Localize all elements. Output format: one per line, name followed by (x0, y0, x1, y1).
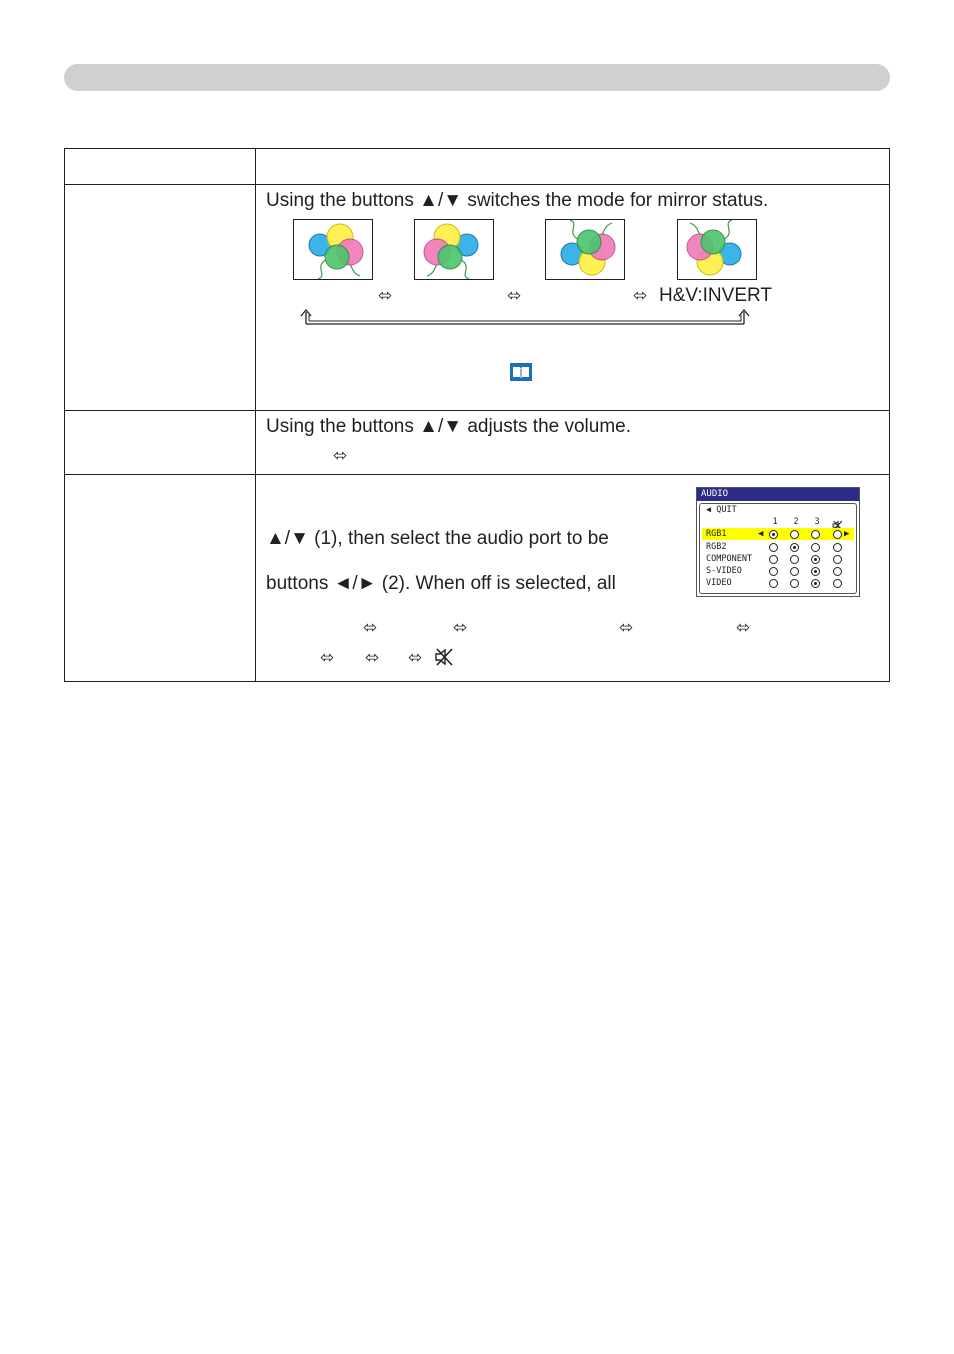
osd-radio[interactable] (833, 567, 842, 576)
audio-cycle-arrow: ⬄ (408, 648, 423, 667)
osd-radio[interactable] (769, 543, 778, 552)
audio-description-line1: ▲/▼ (1), then select the audio port to be (266, 528, 609, 549)
menu-items-table (64, 148, 890, 682)
osd-row-label: RGB2 (706, 542, 727, 552)
header-item-cell (65, 149, 256, 185)
osd-radio[interactable] (769, 567, 778, 576)
osd-row-rgb2[interactable] (702, 541, 854, 553)
mirror-cycle-arrow: ⬄ (507, 286, 522, 305)
osd-row-label: VIDEO (706, 578, 732, 588)
osd-quit-label: QUIT (716, 505, 737, 515)
triangle-left-icon: ◀ (758, 529, 764, 539)
osd-row-component[interactable] (702, 553, 854, 565)
osd-radio[interactable] (811, 530, 820, 539)
osd-radio[interactable] (790, 579, 799, 588)
volume-item-cell (65, 411, 256, 475)
osd-radio[interactable] (790, 555, 799, 564)
osd-row-label: S-VIDEO (706, 566, 742, 576)
osd-radio[interactable] (790, 567, 799, 576)
volume-description-cell (256, 411, 890, 475)
osd-row-video[interactable] (702, 577, 854, 589)
mirror-mode-hv-invert: H&V:INVERT (659, 285, 772, 306)
osd-radio[interactable] (790, 530, 799, 539)
osd-radio[interactable] (769, 579, 778, 588)
osd-row-s-video[interactable] (702, 565, 854, 577)
table-row-volume (65, 411, 890, 475)
table-header-row (65, 149, 890, 185)
osd-radio[interactable] (811, 555, 820, 564)
audio-description-line2: buttons ◄/► (2). When off is selected, all (266, 573, 616, 594)
osd-radio[interactable] (811, 543, 820, 552)
triangle-left-icon: ◀ (706, 505, 717, 515)
triangle-right-icon: ▶ (844, 529, 850, 539)
audio-description-cell (256, 475, 890, 682)
osd-row-rgb1[interactable] (702, 528, 854, 540)
volume-cycle-arrow: ⬄ (333, 446, 348, 465)
mirror-cycle-arrow: ⬄ (633, 286, 648, 305)
osd-radio[interactable] (790, 543, 799, 552)
speaker-mute-icon (434, 647, 454, 672)
audio-cycle-arrow: ⬄ (363, 618, 378, 637)
osd-row-label: COMPONENT (706, 554, 753, 564)
audio-cycle-arrow: ⬄ (736, 618, 751, 637)
osd-panel (699, 503, 857, 594)
osd-column-header: 1 (772, 517, 778, 527)
osd-radio[interactable] (769, 530, 778, 539)
volume-description: Using the buttons ▲/▼ adjusts the volume. (266, 416, 632, 437)
mirror-v-invert-image (545, 219, 625, 280)
osd-column-header: 2 (793, 517, 799, 527)
osd-radio[interactable] (769, 555, 778, 564)
table-row-audio (65, 475, 890, 682)
audio-cycle-arrow: ⬄ (365, 648, 380, 667)
audio-cycle-arrow: ⬄ (619, 618, 634, 637)
table-row-mirror (65, 185, 890, 411)
mirror-description: Using the buttons ▲/▼ switches the mode for mirror status. (266, 190, 769, 211)
osd-column-header: 3 (814, 517, 820, 527)
osd-row-label: RGB1 (706, 529, 727, 539)
osd-quit-item[interactable] (706, 505, 737, 515)
mirror-hv-invert-image (677, 219, 757, 280)
osd-radio[interactable] (811, 579, 820, 588)
book-icon (510, 363, 532, 386)
mirror-h-invert-image (414, 219, 494, 280)
mirror-cycle-arrow: ⬄ (378, 286, 393, 305)
audio-cycle-arrow: ⬄ (453, 618, 468, 637)
audio-osd-menu (696, 487, 860, 597)
osd-radio[interactable] (833, 579, 842, 588)
audio-cycle-arrow: ⬄ (320, 648, 335, 667)
mirror-normal-image (293, 219, 373, 280)
audio-item-cell (65, 475, 256, 682)
osd-radio[interactable] (833, 555, 842, 564)
osd-radio[interactable] (811, 567, 820, 576)
mirror-item-cell (65, 185, 256, 411)
osd-radio[interactable] (833, 543, 842, 552)
mirror-cycle-return-arrow (296, 306, 756, 328)
header-description-cell (256, 149, 890, 185)
mirror-description-cell (256, 185, 890, 411)
osd-radio[interactable] (833, 530, 842, 539)
section-header-bar (64, 64, 890, 91)
osd-title: AUDIO (697, 488, 859, 501)
